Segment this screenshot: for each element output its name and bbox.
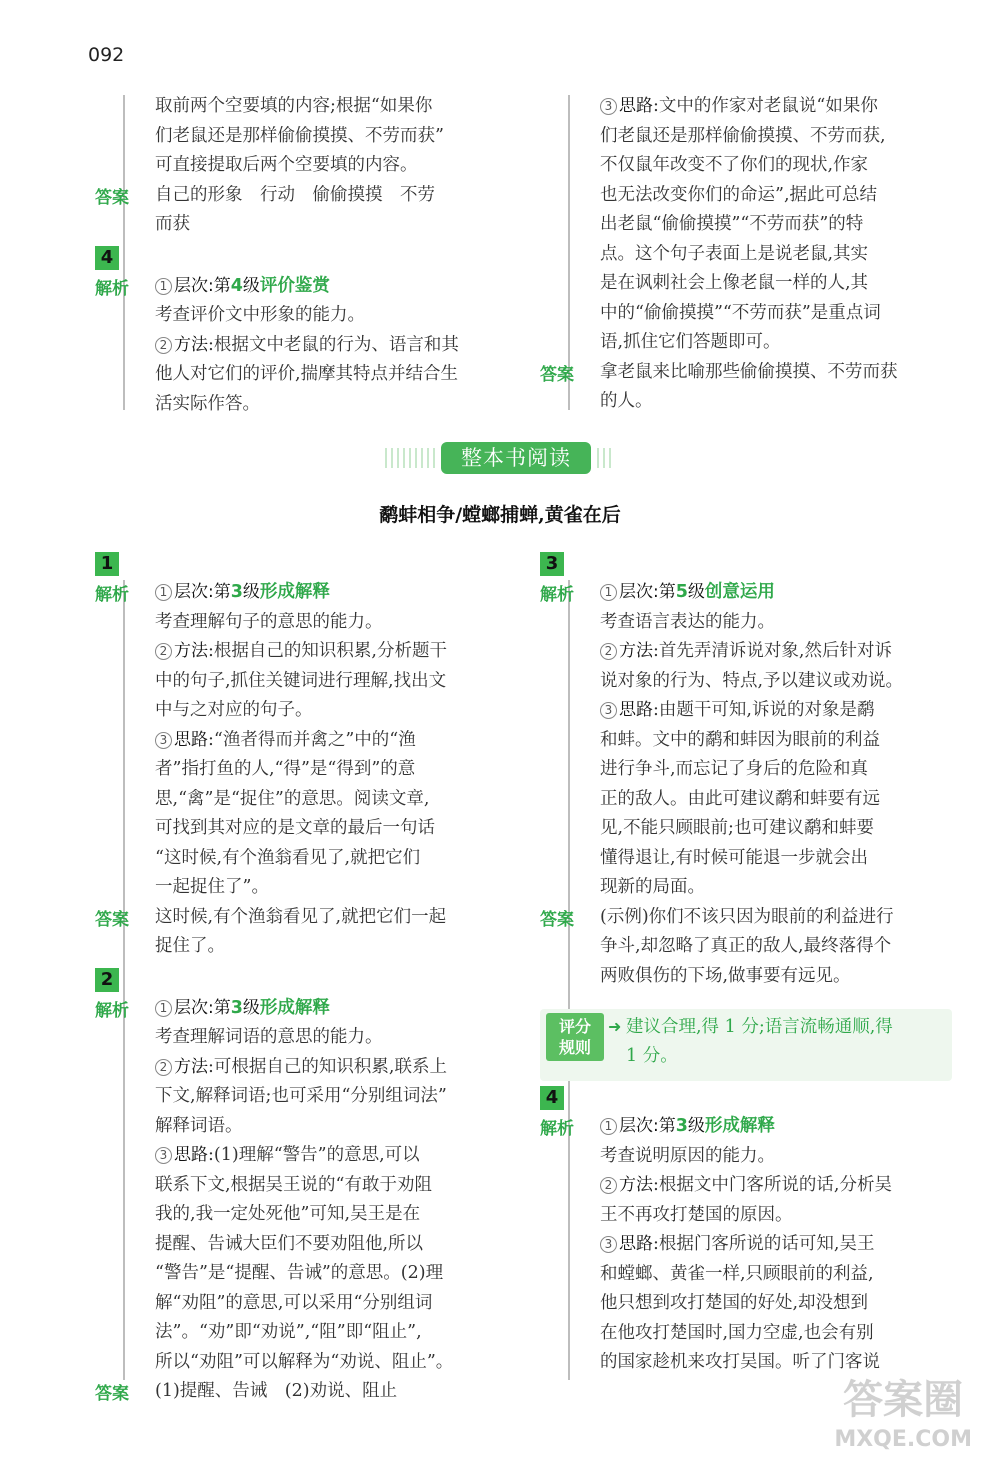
- text-line: 联系下文,根据吴王说的“有敢于劝阻: [155, 1174, 433, 1195]
- answer-text: [540, 903, 960, 992]
- text-line: 一起捉住了”。: [155, 877, 269, 897]
- text-line: 在他攻打楚国时,国力空虚,也会有别: [600, 1322, 874, 1343]
- watermark-text: 答案圈: [843, 1377, 964, 1423]
- colon: :: [208, 334, 214, 355]
- text-line: 提醒、告诫大臣们不要劝阻他,所以: [155, 1233, 424, 1254]
- text-line: (1)理解“警告”的意思,可以: [213, 1145, 420, 1165]
- text-line: 我的,我一定处死他”可知,吴王是在: [155, 1204, 421, 1224]
- text-line: “警告”是“提醒、告诫”的意思。(2)理: [155, 1263, 444, 1283]
- level-name: 形成解释: [704, 1116, 775, 1136]
- text-line: 根据文中门客所说的话,分析吴: [658, 1175, 892, 1195]
- method-line: [600, 1171, 960, 1201]
- text-line: “渔者得而并禽之”中的“渔: [213, 729, 416, 750]
- scoring-rule-tag: [546, 1013, 604, 1061]
- thinking-label: 思路: [619, 1234, 653, 1254]
- question-number-box: 4: [95, 246, 119, 270]
- rule-tag-line: 评分: [558, 1017, 591, 1036]
- page-number: 092: [88, 44, 125, 66]
- colon: :: [653, 1175, 659, 1195]
- level-line: [155, 994, 515, 1024]
- circled-1-icon: 1: [600, 1118, 617, 1135]
- analysis-text: [540, 578, 960, 903]
- analysis-row: [95, 578, 515, 903]
- level-label: 层次: [619, 582, 653, 602]
- level-unit: 级: [687, 1116, 705, 1136]
- circled-2-icon: 2: [155, 1059, 172, 1076]
- colon: :: [653, 700, 659, 720]
- text-line: 捉住了。: [155, 936, 225, 956]
- analysis-text: [95, 578, 515, 903]
- text-line: 不仅鼠年改变不了你们的现状,作家: [600, 155, 869, 175]
- text-line: 考查说明原因的能力。: [600, 1145, 775, 1166]
- circled-3-icon: 3: [600, 702, 617, 719]
- answer-tag: 答案: [540, 364, 574, 385]
- thinking-line: [155, 726, 515, 756]
- watermark-logo: [834, 1377, 972, 1460]
- method-line: [155, 637, 515, 667]
- text-line: 所以“劝阻”可以解释为“劝说、阻止”。: [155, 1351, 454, 1372]
- banner-stripes-right: [597, 448, 613, 468]
- answer-row: [95, 1377, 515, 1407]
- text-line: 的国家趁机来攻打吴国。听了门客说: [600, 1352, 880, 1372]
- text-line: 根据门客所说的话可知,吴王: [658, 1234, 875, 1254]
- colon: :: [208, 1145, 214, 1165]
- watermark-url: MXQE.COM: [834, 1427, 972, 1452]
- text-line: 可找到其对应的是文章的最后一句话: [155, 818, 435, 838]
- text-line: (示例)你们不该只因为眼前的利益进行: [600, 906, 894, 927]
- level-unit: 级: [242, 997, 260, 1018]
- question-2-header: [95, 968, 515, 992]
- top-left-column: [95, 92, 515, 419]
- text-line: 1 分。: [626, 1046, 678, 1066]
- text-line: 也无法改变你们的命运”,据此可总结: [600, 184, 878, 205]
- colon: :: [653, 641, 659, 661]
- text-line: 由题干可知,诉说的对象是鹬: [658, 700, 875, 720]
- text-line: 活实际作答。: [155, 393, 260, 414]
- level-label: 层次: [174, 275, 208, 296]
- arrow-right-icon: ➜: [608, 1017, 622, 1036]
- text-line: 法”。“劝”即“劝说”,“阻”即“阻止”,: [155, 1322, 422, 1342]
- answer-tag: 答案: [95, 909, 129, 930]
- section-title: 鹬蚌相争/螳螂捕蝉,黄雀在后: [379, 504, 621, 526]
- text-line: 建议合理,得 1 分;语言流畅通顺,得: [626, 1017, 893, 1037]
- answer-tag: 答案: [95, 1384, 129, 1404]
- top-right-column: [540, 92, 960, 417]
- colon: :第: [208, 582, 231, 602]
- text-line: 解释词语。: [155, 1115, 243, 1136]
- answer-row: [540, 358, 960, 417]
- level-name: 形成解释: [259, 582, 330, 602]
- level-label: 层次: [174, 997, 208, 1018]
- banner-pill: 整本书阅读: [441, 442, 591, 474]
- circled-3-icon: 3: [600, 1236, 617, 1253]
- method-line: [600, 637, 960, 667]
- text-line: 见,不能只顾眼前;也可建议鹬和蚌要: [600, 818, 874, 838]
- question-number-box: 2: [95, 968, 119, 992]
- level-line: [600, 1112, 960, 1142]
- text-line: 考查语言表达的能力。: [600, 611, 775, 632]
- circled-3-icon: 3: [155, 732, 172, 749]
- scoring-rule-box: [540, 1009, 952, 1081]
- analysis-text: [95, 994, 515, 1378]
- question-3-header: [540, 552, 960, 576]
- text-line: 可直接提取后两个空要填的内容。: [155, 155, 418, 175]
- text-line: 文中的作家对老鼠说“如果你: [658, 96, 878, 116]
- circled-3-icon: 3: [155, 1147, 172, 1164]
- text-line: 中与之对应的句子。: [155, 700, 313, 720]
- level-number: 4: [230, 275, 243, 296]
- method-label: 方法: [174, 1056, 208, 1077]
- text-line: 可根据自己的知识积累,联系上: [213, 1056, 447, 1077]
- text-line: 考查理解句子的意思的能力。: [155, 611, 383, 632]
- colon: :第: [208, 997, 231, 1018]
- level-number: 3: [675, 1116, 688, 1136]
- text-line: 懂得退让,有时候可能退一步就会出: [600, 847, 869, 868]
- method-label: 方法: [174, 334, 208, 355]
- method-line: [155, 331, 515, 361]
- thinking-line: [600, 92, 960, 122]
- section-banner: [385, 440, 613, 476]
- intro-text: [95, 92, 515, 181]
- lower-right-column: [540, 552, 960, 991]
- question-4-header: [95, 246, 515, 270]
- answer-text: [95, 1377, 515, 1407]
- analysis-tag: 解析: [540, 1119, 574, 1139]
- thinking-line: [600, 1230, 960, 1260]
- text-line: 两败俱伤的下场,做事要有远见。: [600, 965, 851, 986]
- text-line: 者”指打鱼的人,“得”是“得到”的意: [155, 759, 416, 779]
- answer-row: [540, 903, 960, 992]
- circled-1-icon: 1: [155, 584, 172, 601]
- level-unit: 级: [242, 582, 260, 602]
- circled-3-icon: 3: [600, 98, 617, 115]
- text-line: 是在讽刺社会上像老鼠一样的人,其: [600, 273, 869, 293]
- text-line: 点。这个句子表面上是说老鼠,其实: [600, 243, 869, 264]
- banner-stripes-left: [385, 448, 435, 468]
- text-line: 说对象的行为、特点,予以建议或劝说。: [600, 670, 904, 691]
- answer-row: [95, 181, 515, 240]
- text-line: 下文,解释词语;也可采用“分别组词法”: [155, 1086, 447, 1106]
- level-number: 3: [230, 997, 243, 1018]
- circled-2-icon: 2: [600, 643, 617, 660]
- question-1-header: [95, 552, 515, 576]
- answer-tag: 答案: [95, 187, 129, 208]
- scoring-rule-text: [626, 1013, 946, 1071]
- circled-2-icon: 2: [155, 643, 172, 660]
- analysis-text: [540, 1112, 960, 1378]
- analysis-tag: 解析: [95, 585, 129, 605]
- method-line: [155, 1053, 515, 1083]
- level-line: [600, 578, 960, 608]
- thinking-line: [155, 1141, 515, 1171]
- level-label: 层次: [619, 1116, 653, 1136]
- text-line: 们老鼠还是那样偷偷摸摸、不劳而获”: [155, 125, 444, 146]
- analysis-row: [540, 1112, 960, 1378]
- text-line: 考查评价文中形象的能力。: [155, 305, 365, 325]
- level-unit: 级: [242, 275, 260, 296]
- text-line: 王不再攻打楚国的原因。: [600, 1204, 793, 1225]
- text-line: 和螳螂、黄雀一样,只顾眼前的利益,: [600, 1263, 874, 1284]
- method-label: 方法: [619, 1175, 653, 1195]
- level-name: 形成解释: [259, 997, 330, 1018]
- level-label: 层次: [174, 582, 208, 602]
- answer-text: [95, 903, 515, 962]
- question-4b-header: [540, 1086, 960, 1110]
- text-line: 正的敌人。由此可建议鹬和蚌要有远: [600, 788, 880, 809]
- thinking-label: 思路: [619, 700, 653, 720]
- text-line: 们老鼠还是那样偷偷摸摸、不劳而获,: [600, 125, 886, 146]
- colon: :: [653, 96, 659, 116]
- text-line: “这时候,有个渔翁看见了,就把它们: [155, 847, 421, 868]
- text-line: 首先弄清诉说对象,然后针对诉: [658, 641, 892, 661]
- level-name: 评价鉴赏: [259, 275, 330, 296]
- text-line: 现新的局面。: [600, 877, 705, 897]
- thinking-label: 思路: [619, 96, 653, 116]
- text-line: 解“劝阻”的意思,可以采用“分别组词: [155, 1292, 433, 1313]
- analysis-row: [95, 272, 515, 420]
- colon: :: [208, 1056, 214, 1077]
- circled-1-icon: 1: [155, 1000, 172, 1017]
- text-line: 考查理解词语的意思的能力。: [155, 1027, 383, 1047]
- colon: :第: [653, 1116, 676, 1136]
- text-line: 的人。: [600, 391, 653, 411]
- level-number: 5: [675, 582, 688, 602]
- thinking-label: 思路: [174, 729, 208, 750]
- text-line: 进行争斗,而忘记了身后的危险和真: [600, 759, 869, 779]
- circled-2-icon: 2: [155, 337, 172, 354]
- text-line: 自己的形象 行动 偷偷摸摸 不劳: [155, 184, 435, 205]
- colon: :: [653, 1234, 659, 1254]
- thinking-line: [600, 696, 960, 726]
- thinking-text: [540, 92, 960, 358]
- question-number-box: 4: [540, 1086, 564, 1110]
- question-number-box: 1: [95, 552, 119, 576]
- colon: :第: [653, 582, 676, 602]
- text-line: 思,“禽”是“捉住”的意思。阅读文章,: [155, 788, 430, 809]
- rule-tag-line: 规则: [558, 1038, 591, 1057]
- level-number: 3: [230, 582, 243, 602]
- level-name: 创意运用: [704, 582, 775, 602]
- answer-text: [540, 358, 960, 417]
- question-number-box: 3: [540, 552, 564, 576]
- text-line: 拿老鼠来比喻那些偷偷摸摸、不劳而获: [600, 361, 898, 382]
- analysis-row: [95, 994, 515, 1378]
- text-line: (1)提醒、告诫 (2)劝说、阻止: [155, 1381, 398, 1401]
- method-label: 方法: [619, 641, 653, 661]
- text-line: 他人对它们的评价,揣摩其特点并结合生: [155, 364, 459, 384]
- answer-row: [95, 903, 515, 962]
- text-line: 他只想到攻打楚国的好处,却没想到: [600, 1293, 869, 1313]
- text-line: 中的“偷偷摸摸”“不劳而获”是重点词: [600, 302, 881, 323]
- text-line: 这时候,有个渔翁看见了,就把它们一起: [155, 906, 447, 927]
- circled-1-icon: 1: [155, 278, 172, 295]
- text-line: 而获: [155, 214, 190, 234]
- colon: :第: [208, 275, 231, 296]
- circled-2-icon: 2: [600, 1177, 617, 1194]
- question-4b-block: [540, 1086, 960, 1378]
- circled-1-icon: 1: [600, 584, 617, 601]
- text-line: 争斗,却忽略了真正的敌人,最终落得个: [600, 936, 892, 956]
- answer-tag: 答案: [540, 909, 574, 930]
- level-line: [155, 578, 515, 608]
- analysis-text: [95, 272, 515, 420]
- colon: :: [208, 641, 214, 661]
- level-line: [155, 272, 515, 302]
- answer-text: [95, 181, 515, 240]
- text-line: 取前两个空要填的内容;根据“如果你: [155, 96, 433, 116]
- text-line: 根据文中老鼠的行为、语言和其: [213, 334, 459, 355]
- analysis-tag: 解析: [95, 1000, 129, 1021]
- text-line: 中的句子,抓住关键词进行理解,找出文: [155, 670, 447, 691]
- text-line: 根据自己的知识积累,分析题干: [213, 641, 447, 661]
- thinking-label: 思路: [174, 1145, 208, 1165]
- method-label: 方法: [174, 641, 208, 661]
- analysis-row: [540, 578, 960, 903]
- colon: :: [208, 729, 214, 750]
- level-unit: 级: [687, 582, 705, 602]
- text-line: 出老鼠“偷偷摸摸”“不劳而获”的特: [600, 214, 864, 234]
- analysis-tag: 解析: [95, 278, 129, 299]
- lower-left-column: [95, 552, 515, 1407]
- analysis-tag: 解析: [540, 585, 574, 605]
- text-line: 语,抓住它们答题即可。: [600, 332, 781, 352]
- text-line: 和蚌。文中的鹬和蚌因为眼前的利益: [600, 729, 880, 750]
